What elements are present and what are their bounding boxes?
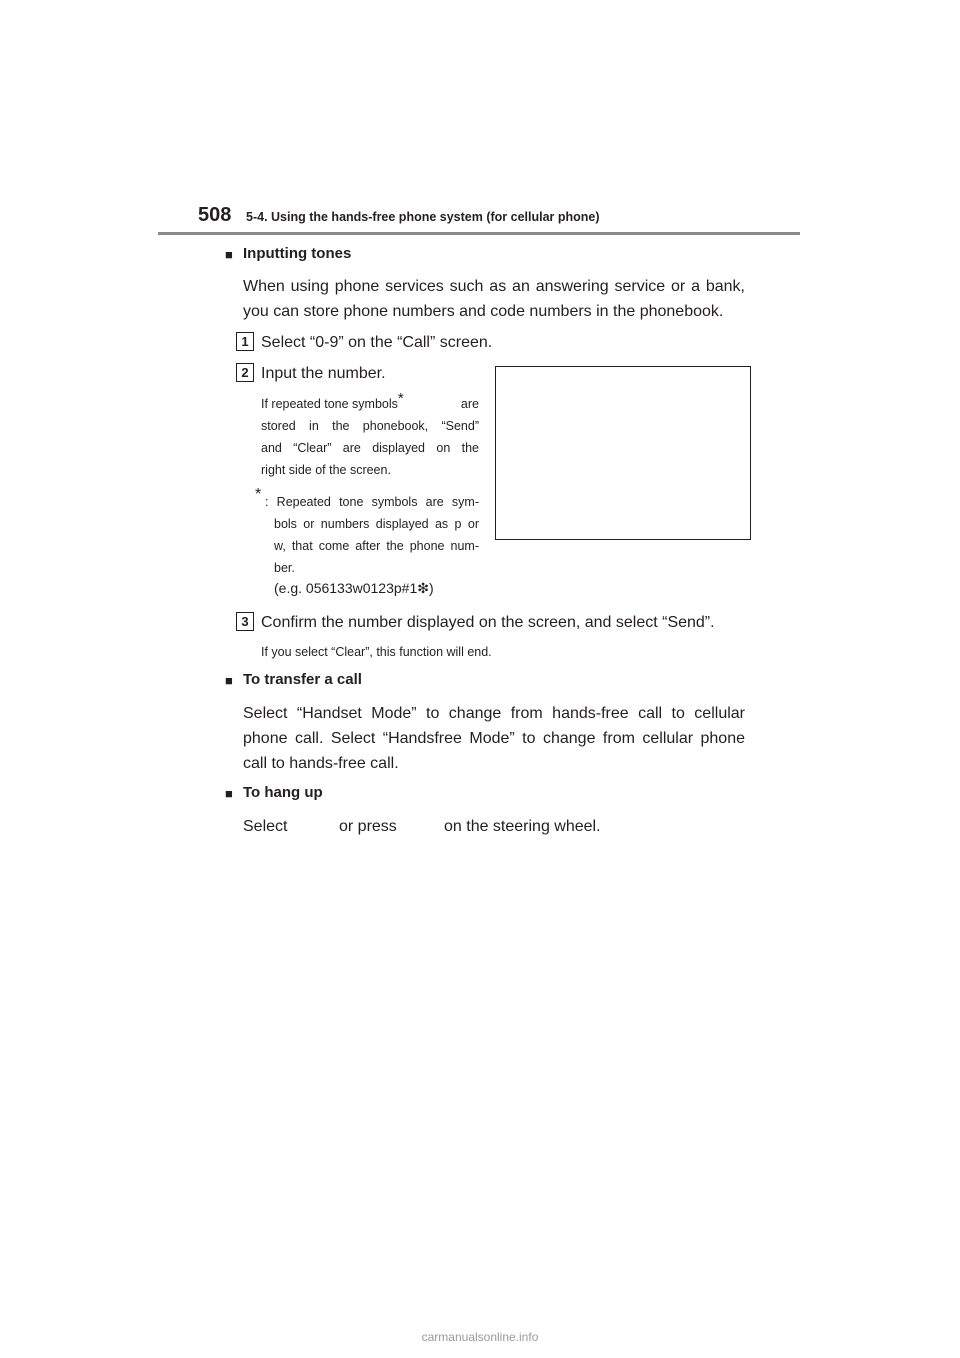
screen-illustration-frame — [495, 366, 751, 540]
section-heading-hang-up: To hang up — [243, 784, 323, 801]
footer-watermark: carmanualsonline.info — [421, 1330, 539, 1344]
transfer-line-3: call to hands-free call. — [243, 755, 399, 772]
footnote-line-3: w, that come after the phone num- — [274, 539, 479, 553]
footnote-example: (e.g. 056133w0123p#1❇) — [274, 580, 434, 596]
step-3-note: If you select “Clear”, this function will end. — [261, 645, 492, 659]
square-bullet-icon: ■ — [225, 786, 233, 801]
page-number: 508 — [198, 204, 232, 226]
transfer-line-2: phone call. Select “Handsfree Mode” to change from cellular phone — [243, 730, 745, 747]
note-line-4: right side of the screen. — [261, 463, 391, 477]
square-bullet-icon: ■ — [225, 673, 233, 688]
footnote-asterisk: * — [397, 389, 404, 407]
footnote-marker: * — [255, 486, 262, 503]
hang-up-select: Select — [243, 818, 288, 835]
footnote-line-4: ber. — [274, 561, 295, 575]
hang-up-steering-wheel: on the steering wheel. — [444, 818, 601, 835]
note-line-2: stored in the phonebook, “Send” — [261, 419, 479, 433]
note-line-1b: are — [460, 397, 479, 411]
note-line-1a: If repeated tone symbols — [261, 397, 398, 411]
step-number-2: 2 — [236, 363, 254, 382]
intro-line-1: When using phone services such as an answering service or a bank, — [243, 278, 745, 295]
step-3-text: Confirm the number displayed on the screen, and select “Send”. — [261, 614, 715, 631]
tone-symbol-note — [261, 389, 479, 481]
step-1-text: Select “0-9” on the “Call” screen. — [261, 334, 493, 351]
footnote-line-2: bols or numbers displayed as p or — [274, 517, 479, 531]
square-bullet-icon: ■ — [225, 247, 233, 262]
running-header: 5-4. Using the hands-free phone system (for cellular phone) — [246, 210, 600, 224]
step-2-text: Input the number. — [261, 365, 386, 382]
hang-up-or-press: or press — [339, 818, 397, 835]
intro-line-2: you can store phone numbers and code numbers in the phonebook. — [243, 303, 724, 320]
header-divider — [158, 232, 800, 235]
footnote-line-1: : Repeated tone symbols are sym- — [265, 495, 479, 509]
section-heading-inputting-tones: Inputting tones — [243, 245, 352, 262]
note-line-3: and “Clear” are displayed on the — [261, 441, 479, 455]
section-heading-transfer-call: To transfer a call — [243, 671, 362, 688]
transfer-line-1: Select “Handset Mode” to change from hands-free call to cellular — [243, 705, 745, 722]
step-number-1: 1 — [236, 332, 254, 351]
step-number-3: 3 — [236, 612, 254, 631]
